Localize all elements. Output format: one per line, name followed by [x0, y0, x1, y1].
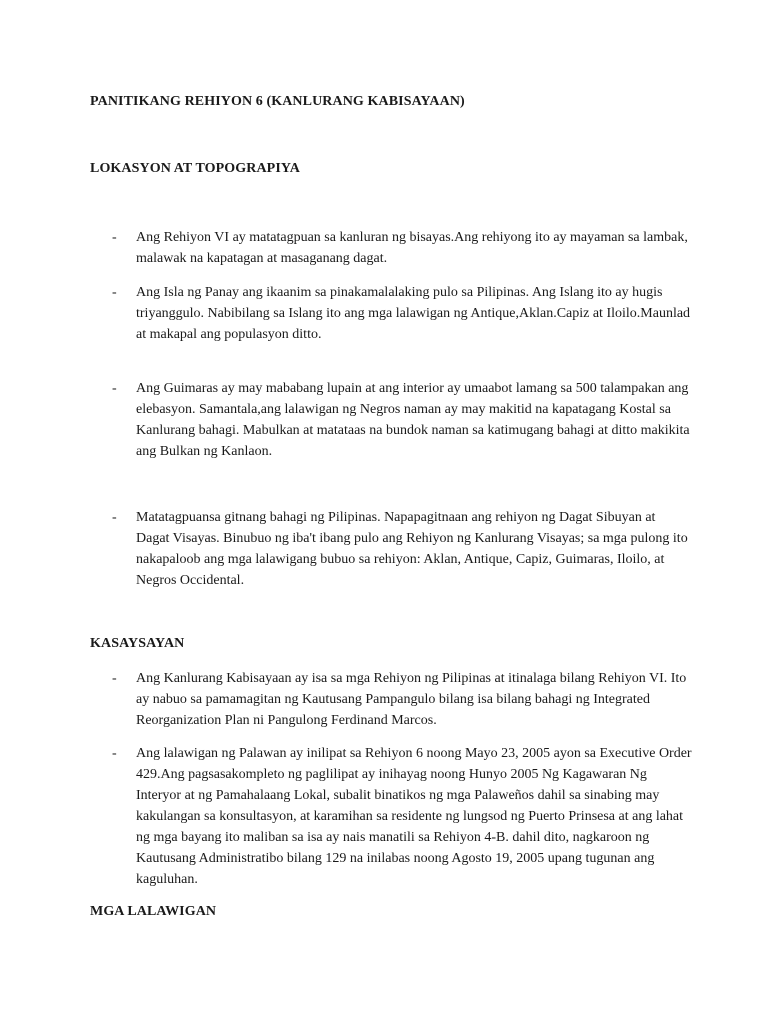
list-item-text: Ang Kanlurang Kabisayaan ay isa sa mga Rehiyon ng Pilipinas at itinalaga bilang Rehiyon VI. Ito ay nabuo sa pamamagitan ng Kautusang Pampangulo bilang isa bilang bahagi ng Integrated Reorganization Plan ni Pangulong Ferdinand Marcos.	[136, 671, 687, 728]
bullet-dash: -	[112, 746, 117, 761]
list-item	[112, 282, 692, 345]
list-item	[112, 743, 692, 890]
list-item	[112, 668, 692, 731]
list-item	[112, 378, 692, 462]
bullet-dash: -	[112, 510, 117, 525]
list-item-text: Ang lalawigan ng Palawan ay inilipat sa Rehiyon 6 noong Mayo 23, 2005 ayon sa Executive Order 429.Ang pagsasakompleto ng paglilipat ay inihayag noong Hunyo 2005 Ng Kagawaran Ng Interyor at ng Pamahalaang Lokal, subalit binatikos ng mga Palaweños dahil sa sinabing may kakulangan sa konsultasyon, at karamihan sa residente ng lungsod ng Puerto Prinsesa at ang lahat ng mga bayang ito maliban sa isa ay nais manatili sa Rehiyon 4-B. dahil dito, nagkaroon ng Kautusang Administratibo bilang 129 na inilabas noong Agosto 19, 2005 upang tugunan ang kaguluhan.	[136, 746, 692, 887]
list-item-text: Ang Isla ng Panay ang ikaanim sa pinakamalalaking pulo sa Pilipinas. Ang Islang ito ay hugis triyanggulo. Nabibilang sa Islang ito ang mga lalawigan ng Antique,Aklan.Capiz at Iloilo.Maunlad at makapal ang populasyon ditto.	[136, 285, 691, 342]
list-item-text: Ang Guimaras ay may mababang lupain at ang interior ay umaabot lamang sa 500 talampakan ang elebasyon. Samantala,ang lalawigan ng Negros naman ay may makitid na kapatagang Kostal sa Kanlurang bahagi. Mabulkan at matataas na bundok naman sa katimugang bahagi at ditto makikita ang Bulkan ng Kanlaon.	[136, 381, 690, 459]
list-item	[112, 227, 692, 269]
bullet-dash: -	[112, 230, 117, 245]
section-heading-lokasyon: LOKASYON AT TOPOGRAPIYA	[90, 161, 301, 176]
document-title: PANITIKANG REHIYON 6 (KANLURANG KABISAYAAN)	[90, 94, 465, 109]
list-item-text: Ang Rehiyon VI ay matatagpuan sa kanluran ng bisayas.Ang rehiyong ito ay mayaman sa lambak, malawak na kapatagan at masaganang dagat.	[136, 230, 688, 266]
list-item	[112, 507, 692, 591]
list-item-text: Matatagpuansa gitnang bahagi ng Pilipinas. Napapagitnaan ang rehiyon ng Dagat Sibuyan at Dagat Visayas. Binubuo ng iba't ibang pulo ang Rehiyon ng Kanlurang Visayas; sa mga pulong ito nakapaloob ang mga lalawigang bubuo sa rehiyon: Aklan, Antique, Capiz, Guimaras, Iloilo, at Negros Occidental.	[136, 510, 688, 588]
bullet-dash: -	[112, 285, 117, 300]
section-heading-kasaysayan: KASAYSAYAN	[90, 636, 185, 651]
section-heading-mga-lalawigan: MGA LALAWIGAN	[90, 904, 217, 919]
bullet-dash: -	[112, 671, 117, 686]
bullet-dash: -	[112, 381, 117, 396]
